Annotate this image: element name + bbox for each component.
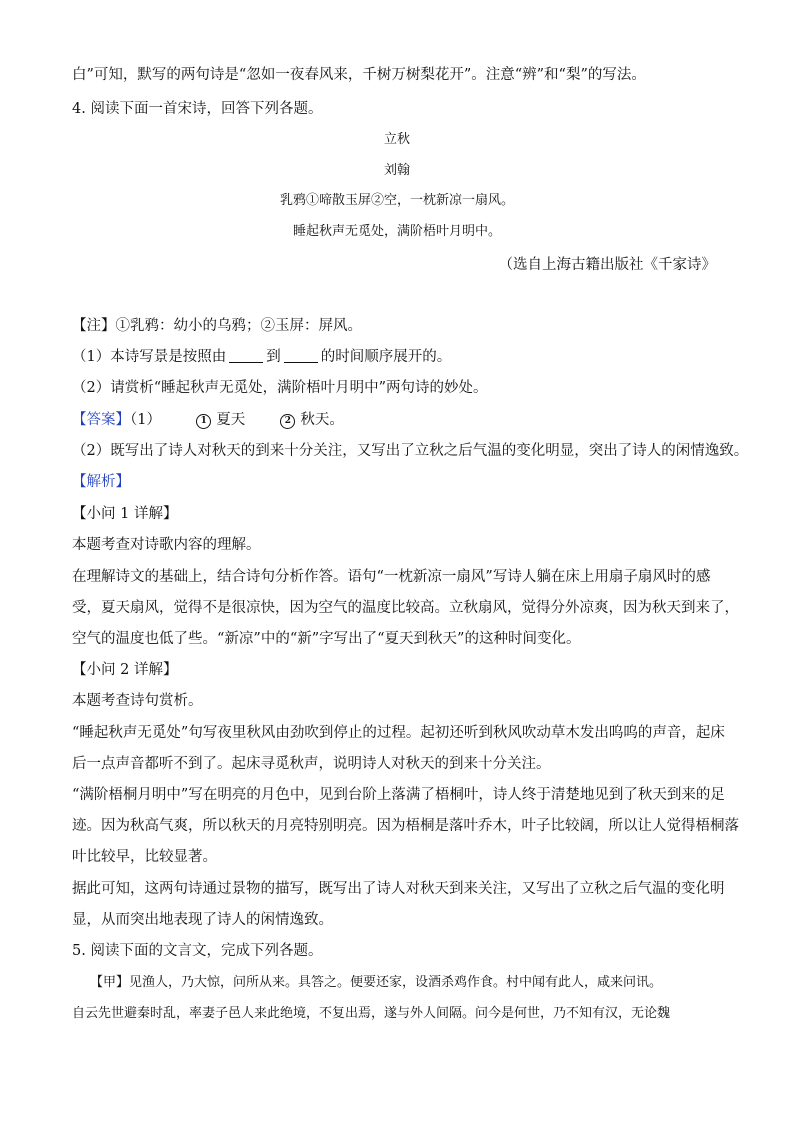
answer-label: 【答案】 — [72, 412, 130, 428]
answer-line-1 — [72, 410, 344, 430]
paragraph-line: 空气的温度也低了些。“新凉”中的“新”字写出了“夏天到秋天”的这种时间变化。 — [72, 631, 581, 647]
answer-1-b: 秋天。 — [300, 412, 344, 428]
circle-2-icon: 2 — [280, 414, 295, 429]
question-2: （2）请赏析“睡起秋声无觅处，满阶梧叶月明中”两句诗的妙处。 — [72, 380, 488, 396]
paragraph-line: 受，夏天扇风，觉得不是很凉快，因为空气的温度比较高。立秋扇风，觉得分外凉爽，因为秋天到来了， — [72, 600, 739, 616]
poem-line-1: 乳鸦①啼散玉屏②空，一枕新凉一扇风。 — [279, 193, 514, 208]
paragraph-line: 本题考查对诗歌内容的理解。 — [72, 537, 261, 553]
paragraph-line: “满阶梧桐月明中”写在明亮的月色中，见到台阶上落满了梧桐叶，诗人终于清楚地见到了秋天到来的足 — [72, 787, 725, 803]
question-1 — [72, 347, 451, 367]
answer-blank-1[interactable] — [229, 348, 263, 363]
analysis-label: 【解析】 — [72, 474, 130, 490]
answer-1-number: （1） — [130, 412, 161, 428]
text-line: 白”可知，默写的两句诗是“忽如一夜春风来，千树万树梨花开”。注意“辨”和“梨”的写法。 — [72, 67, 646, 83]
paragraph-line: 叶比较早，比较显著。 — [72, 849, 217, 865]
poem-title: 立秋 — [383, 132, 410, 147]
paragraph-line: 本题考查诗句赏析。 — [72, 693, 203, 709]
paragraph-line: 据此可知，这两句诗通过景物的描写，既写出了诗人对秋天到来关注，又写出了立秋之后气温的变化明 — [72, 881, 725, 897]
poem-source: （选自上海古籍出版社《千家诗》 — [498, 257, 716, 273]
sub-question-2-heading: 【小问 2 详解】 — [72, 662, 178, 678]
paragraph-line: “睡起秋声无觅处”句写夜里秋风由劲吹到停止的过程。起初还听到秋风吹动草木发出呜呜的声音，起床 — [72, 725, 725, 741]
question-1-prefix: （1）本诗写景是按照由 — [72, 349, 227, 365]
classical-text-line: 自云先世避秦时乱，率妻子邑人来此绝境，不复出焉，遂与外人间隔。问今是何世，乃不知有汉，无论魏 — [72, 1006, 671, 1021]
answer-line-2: （2）既写出了诗人对秋天的到来十分关注，又写出了立秋之后气温的变化明显，突出了诗人的闲情逸致。 — [72, 443, 749, 459]
question-5-title: 5. 阅读下面的文言文，完成下列各题。 — [72, 943, 323, 959]
paragraph-line: 显，从而突出地表现了诗人的闲情逸致。 — [72, 912, 333, 928]
paragraph-line: 迹。因为秋高气爽，所以秋天的月亮特别明亮。因为梧桐是落叶乔木，叶子比较阔，所以让人觉得梧桐落 — [72, 818, 739, 834]
poem-line-2: 睡起秋声无觅处，满阶梧叶月明中。 — [292, 224, 501, 239]
paragraph-line: 在理解诗文的基础上，结合诗句分析作答。语句“一枕新凉一扇风”写诗人躺在床上用扇子扇风时的感 — [72, 569, 711, 585]
answer-1-a: 夏天 — [216, 412, 246, 428]
answer-blank-2[interactable] — [284, 348, 318, 363]
question-1-mid: 到 — [266, 349, 281, 365]
poem-author: 刘翰 — [383, 163, 410, 178]
question-4-title: 4. 阅读下面一首宋诗，回答下列各题。 — [72, 101, 323, 117]
question-1-suffix: 的时间顺序展开的。 — [320, 349, 452, 365]
paragraph-line: 后一点声音都听不到了。起床寻觅秋声，说明诗人对秋天的到来十分关注。 — [72, 756, 551, 772]
poem-note: 【注】①乳鸦：幼小的乌鸦；②玉屏：屏风。 — [72, 318, 362, 334]
sub-question-1-heading: 【小问 1 详解】 — [72, 506, 178, 522]
circle-1-icon: 1 — [196, 414, 211, 429]
classical-text-line: 【甲】见渔人，乃大惊，问所从来。具答之。便要还家，设酒杀鸡作食。村中闻有此人，咸来问讯。 — [90, 975, 663, 990]
